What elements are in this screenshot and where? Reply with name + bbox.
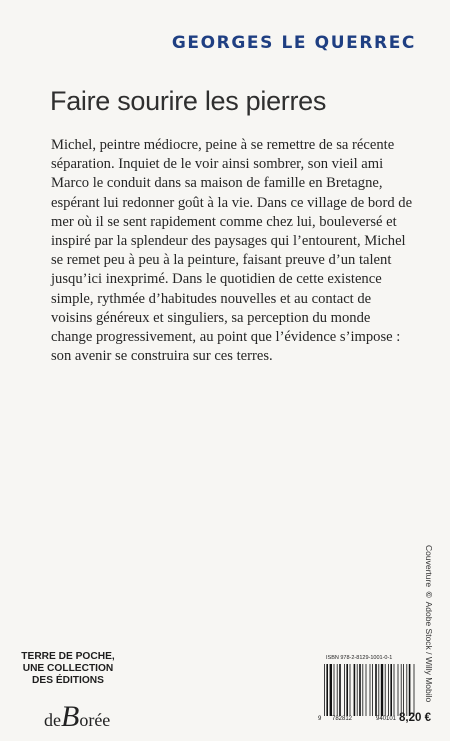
credit-label: Couverture xyxy=(424,545,434,588)
publisher-logo xyxy=(44,700,110,734)
back-cover-blurb xyxy=(51,136,421,366)
ean-right-group: 940101 xyxy=(376,716,397,722)
publisher-logo-rest: orée xyxy=(79,710,111,730)
isbn-label: ISBN 978-2-8129-1001-0-1 xyxy=(326,655,393,661)
collection-line: UNE COLLECTION xyxy=(22,663,114,675)
credit-source: Adobe Stock / Willy Mobilo xyxy=(424,601,434,703)
blurb-line: espérant lui redonner goût à la vie. Dans ce village de bord de xyxy=(51,194,413,211)
book-title: Faire sourire les pierres xyxy=(50,86,327,116)
blurb-line: inspiré par la splendeur des paysages qui l’entourent, Michel xyxy=(51,233,406,250)
collection-label xyxy=(14,651,122,688)
ean-first-digit: 9 xyxy=(318,716,322,722)
collection-line: DES ÉDITIONS xyxy=(32,675,104,687)
blurb-line: Michel, peintre médiocre, peine à se remettre de sa récente xyxy=(51,137,395,153)
author-name: GEORGES LE QUERREC xyxy=(171,33,416,53)
publisher-logo-b: B xyxy=(61,700,80,733)
blurb-line: jusqu’ici inexprimé. Dans le quotidien de cette existence xyxy=(51,271,382,288)
blurb-line: voisins généreux et singuliers, sa perception du monde xyxy=(51,309,371,326)
copyright-symbol: © xyxy=(424,591,434,598)
blurb-line: séparation. Inquiet de le voir ainsi sombrer, son vieil ami xyxy=(51,156,384,173)
collection-line: TERRE DE POCHE, xyxy=(21,651,115,662)
cover-credit xyxy=(424,545,434,702)
blurb-line: se remet peu à peu à la peinture, faisant preuve d’un talent xyxy=(51,252,392,269)
blurb-line: mer où il se sent rapidement comme chez lui, bouleversé et xyxy=(51,213,397,230)
blurb-line: change progressivement, au point que l’évidence s’impose : xyxy=(51,329,401,346)
blurb-line: simple, rythmée d’habitudes nouvelles et au contact de xyxy=(51,290,372,307)
publisher-logo-de: de xyxy=(44,710,61,730)
ean-left-group: 782812 xyxy=(332,716,353,722)
blurb-line: son avenir se construira sur ces terres. xyxy=(51,348,273,365)
blurb-line: Marco le conduit dans sa maison de famille en Bretagne, xyxy=(51,175,383,192)
price-label: 8,20 € xyxy=(399,712,431,724)
